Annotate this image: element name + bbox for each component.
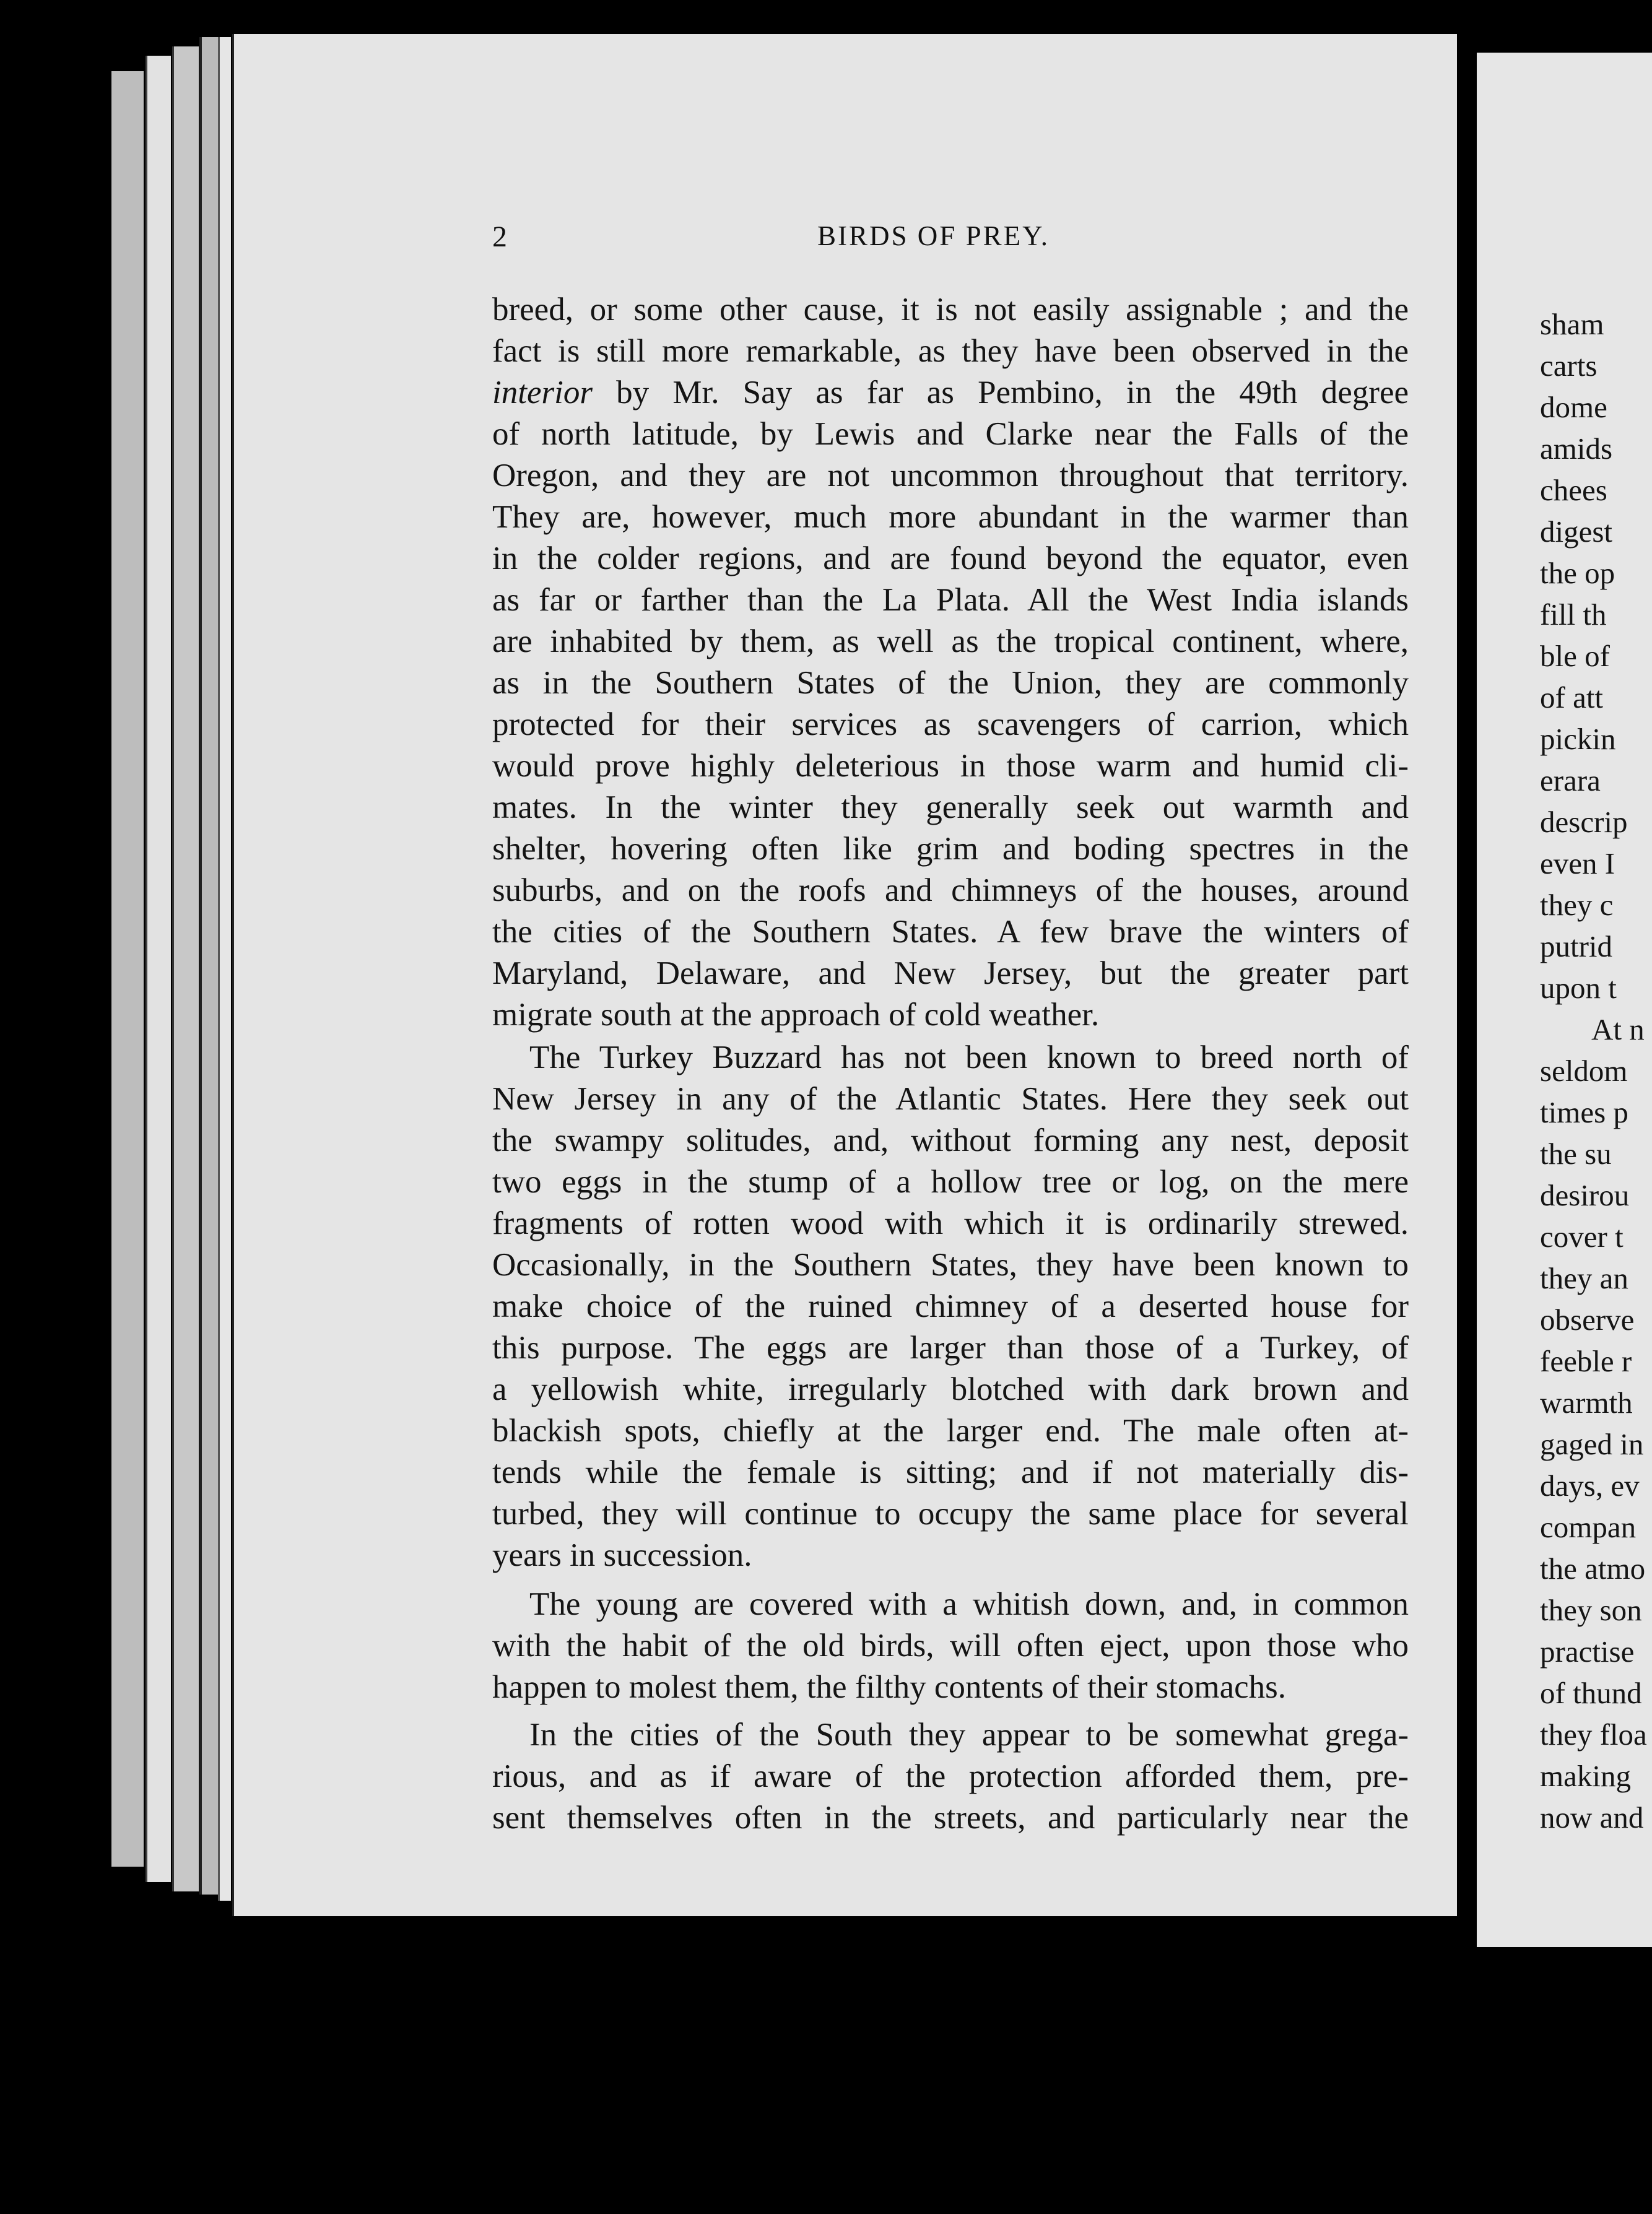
body-line: the swampy solitudes, and, without forming any nest, deposit (492, 1122, 1409, 1158)
body-line: fact is still more remarkable, as they have been observed in the (492, 333, 1409, 369)
body-line: Maryland, Delaware, and New Jersey, but the greater part (492, 955, 1409, 991)
body-line: this purpose. The eggs are larger than those of a Turkey, of (492, 1330, 1409, 1366)
body-line: as far or farther than the La Plata. All the West India islands (492, 582, 1409, 618)
right-page-line: warmth (1540, 1386, 1633, 1420)
right-page-line: At n (1591, 1012, 1645, 1046)
right-page-line: fill th (1540, 597, 1607, 632)
body-line: as in the Southern States of the Union, they are commonly (492, 665, 1409, 701)
body-line: The Turkey Buzzard has not been known to breed north of (529, 1040, 1409, 1075)
right-page-line: descrip (1540, 805, 1628, 839)
body-line (492, 374, 1409, 411)
right-page-line: the op (1540, 556, 1615, 590)
body-line: They are, however, much more abundant in the warmer than (492, 499, 1409, 535)
page-edge-2 (146, 56, 171, 1882)
body-line: would prove highly deleterious in those warm and humid cli- (492, 748, 1409, 784)
right-page-line: amids (1540, 432, 1613, 466)
right-page-line: they floa (1540, 1717, 1647, 1752)
page-number: 2 (492, 220, 507, 253)
body-line: a yellowish white, irregularly blotched with dark brown and (492, 1371, 1409, 1407)
right-page-line: erara (1540, 763, 1601, 797)
page-edge-4 (199, 37, 219, 1895)
running-head: BIRDS OF PREY. (817, 220, 1050, 251)
body-line: breed, or some other cause, it is not easily assignable ; and the (492, 292, 1409, 328)
right-page-line: of att (1540, 680, 1604, 714)
body-line: mates. In the winter they generally seek out warmth and (492, 789, 1409, 825)
right-page-line: now and (1540, 1800, 1644, 1834)
body-line: New Jersey in any of the Atlantic States. Here they seek out (492, 1081, 1409, 1117)
right-page-line: digest (1540, 514, 1613, 549)
right-page-line: chees (1540, 473, 1607, 507)
italic-word: interior (492, 375, 593, 410)
body-line: shelter, hovering often like grim and boding spectres in the (492, 831, 1409, 867)
right-page-line: desirou (1540, 1178, 1630, 1212)
body-line: with the habit of the old birds, will often eject, upon those who (492, 1628, 1409, 1664)
right-page-line: pickin (1540, 722, 1616, 756)
body-line: in the colder regions, and are found beyond the equator, even (492, 540, 1409, 576)
right-page-line: making (1540, 1759, 1631, 1793)
right-page-line: they son (1540, 1593, 1642, 1627)
right-page-line: of thund (1540, 1676, 1642, 1710)
right-page-line: ble of (1540, 639, 1610, 673)
body-line: In the cities of the South they appear to be somewhat grega- (529, 1717, 1409, 1753)
page-edge-1 (111, 71, 144, 1867)
right-page-line: they c (1540, 888, 1614, 922)
body-line: Occasionally, in the Southern States, they have been known to (492, 1247, 1409, 1283)
body-line: rious, and as if aware of the protection afforded them, pre- (492, 1758, 1409, 1794)
right-page-line: carts (1540, 349, 1598, 383)
body-line: fragments of rotten wood with which it is ordinarily strewed. (492, 1205, 1409, 1241)
right-page-line: upon t (1540, 971, 1617, 1005)
right-page-line: they an (1540, 1261, 1628, 1295)
right-page-line: days, ev (1540, 1469, 1640, 1503)
body-line: The young are covered with a whitish down, and, in common (529, 1586, 1409, 1622)
right-page-line: compan (1540, 1510, 1637, 1544)
body-line: the cities of the Southern States. A few brave the winters of (492, 914, 1409, 950)
body-line: happen to molest them, the filthy contents of their stomachs. (492, 1669, 1287, 1705)
body-line: protected for their services as scavengers of carrion, which (492, 706, 1409, 742)
body-line: sent themselves often in the streets, and particularly near the (492, 1800, 1409, 1836)
body-line: blackish spots, chiefly at the larger end. The male often at- (492, 1413, 1409, 1449)
body-line: migrate south at the approach of cold weather. (492, 997, 1100, 1033)
body-line: suburbs, and on the roofs and chimneys of the houses, around (492, 872, 1409, 908)
page-edge-5 (218, 37, 231, 1901)
body-line: years in succession. (492, 1537, 752, 1573)
right-page-line: feeble r (1540, 1344, 1632, 1378)
right-page-line: even I (1540, 846, 1615, 880)
right-page-line: putrid (1540, 929, 1613, 963)
right-page-line: observe (1540, 1303, 1635, 1337)
body-line: two eggs in the stump of a hollow tree or log, on the mere (492, 1164, 1409, 1200)
right-page-line: cover t (1540, 1220, 1624, 1254)
body-line: turbed, they will continue to occupy the same place for several (492, 1496, 1409, 1532)
body-line: Oregon, and they are not uncommon throughout that territory. (492, 458, 1409, 493)
right-page-line: gaged in (1540, 1427, 1644, 1461)
right-page-line: times p (1540, 1095, 1628, 1129)
body-line: are inhabited by them, as well as the tropical continent, where, (492, 623, 1409, 659)
page-edge-3 (172, 46, 199, 1891)
right-page-line: practise (1540, 1634, 1635, 1669)
body-line-rest: by Mr. Say as far as Pembino, in the 49th degree (592, 375, 1409, 410)
right-page-line: seldom (1540, 1054, 1628, 1088)
body-line: of north latitude, by Lewis and Clarke near the Falls of the (492, 416, 1409, 452)
right-page-line: the su (1540, 1137, 1612, 1171)
right-page-line: sham (1540, 307, 1604, 341)
right-page-line: dome (1540, 390, 1607, 424)
body-line: make choice of the ruined chimney of a deserted house for (492, 1288, 1409, 1324)
right-page-line: the atmo (1540, 1552, 1646, 1586)
body-line: tends while the female is sitting; and if not materially dis- (492, 1454, 1409, 1490)
